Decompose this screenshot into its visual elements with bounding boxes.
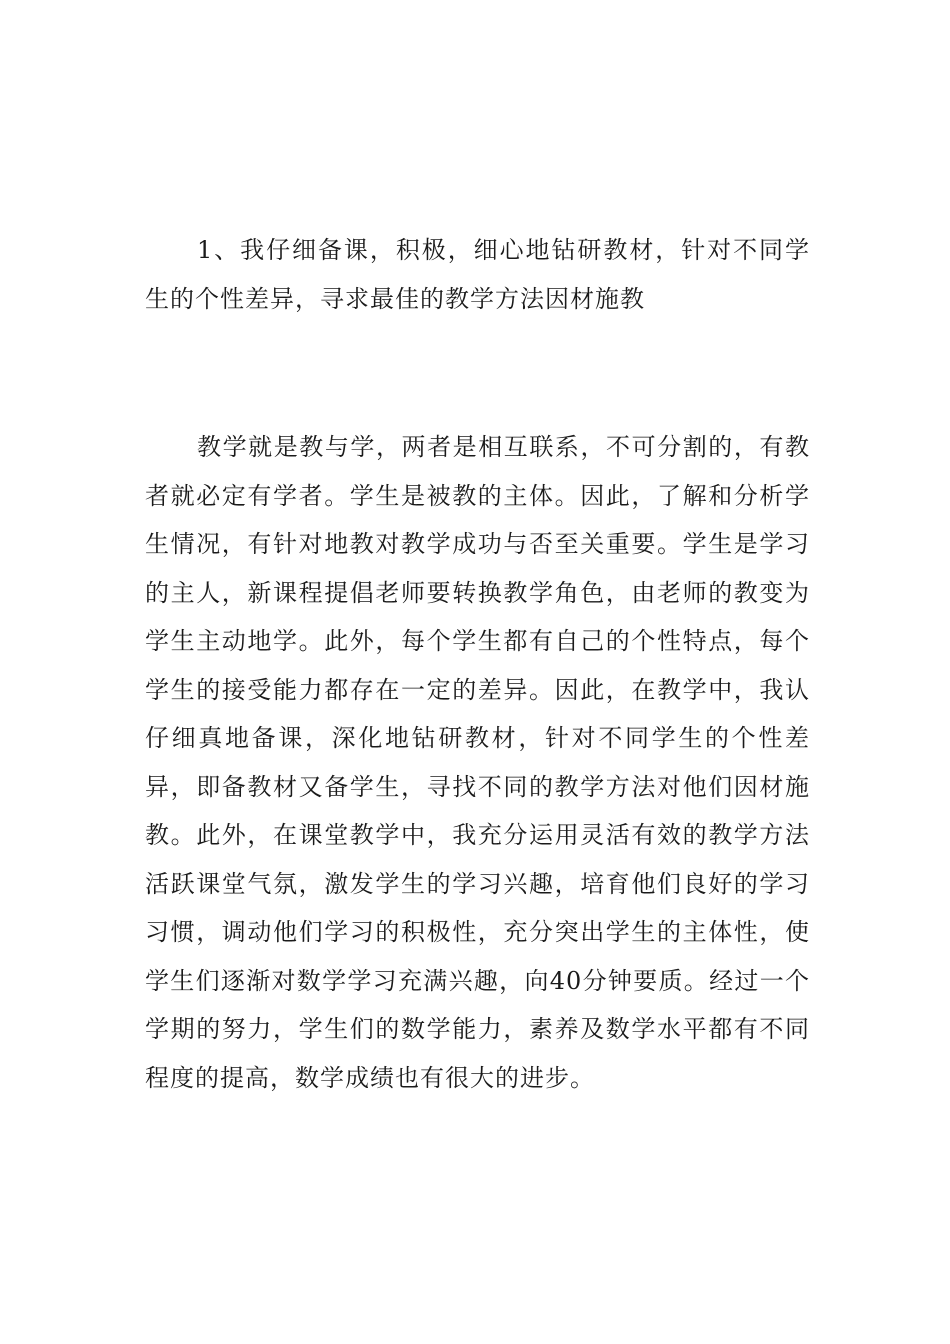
- section-heading-paragraph: 1、我仔细备课，积极，细心地钻研教材，针对不同学生的个性差异，寻求最佳的教学方法因材施教: [145, 236, 810, 313]
- body-paragraph: 教学就是教与学，两者是相互联系，不可分割的，有教者就必定有学者。学生是被教的主体。因此，了解和分析学生情况，有针对地教对教学成功与否至关重要。学生是学习的主人，新课程提倡老师要转换教学角色，由老师的教变为学生主动地学。此外，每个学生都有自己的个性特点，每个学生的接受能力都存在一定的差异。因此，在教学中，我认仔细真地备课，深化地钻研教材，针对不同学生的个性差异，即备教材又备学生，寻找不同的教学方法对他们因材施教。此外，在课堂教学中，我充分运用灵活有效的教学方法活跃课堂气氛，激发学生的学习兴趣，培育他们良好的学习习惯，调动他们学习的积极性，充分突出学生的主体性，使学生们逐渐对数学学习充满兴趣，向40分钟要质。经过一个学期的努力，学生们的数学能力，素养及数学水平都有不同程度的提高，数学成绩也有很大的进步。: [145, 433, 810, 1092]
